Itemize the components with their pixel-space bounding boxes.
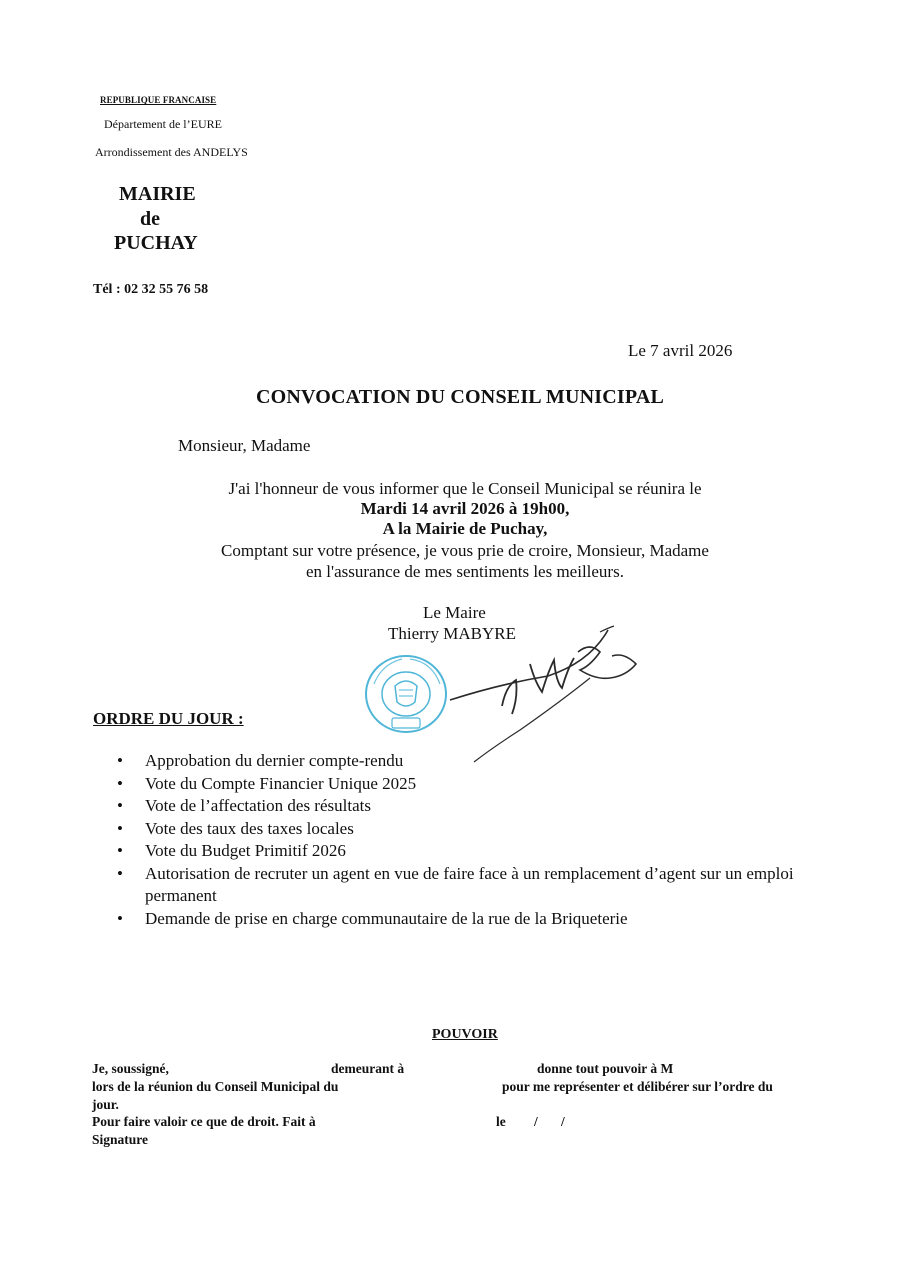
- meeting-place: A la Mairie de Puchay,: [382, 519, 548, 538]
- phone-number: Tél : 02 32 55 76 58: [93, 282, 209, 297]
- agenda-item: • Vote du Budget Primitif 2026: [117, 840, 817, 863]
- pouvoir-pour-faire: Pour faire valoir ce que de droit. Fait à: [92, 1114, 316, 1129]
- mayor-name: Thierry MABYRE: [388, 624, 516, 643]
- agenda-item: • Approbation du dernier compte-rendu: [117, 750, 817, 773]
- pouvoir-le: le: [496, 1114, 506, 1129]
- pouvoir-lors: lors de la réunion du Conseil Municipal du: [92, 1079, 339, 1094]
- republique-label: REPUBLIQUE FRANCAISE: [100, 95, 217, 105]
- pouvoir-je-soussigne: Je, soussigné,: [92, 1061, 169, 1076]
- pouvoir-pour-me: pour me représenter et délibérer sur l’ordre du: [502, 1079, 773, 1094]
- agenda-item: • Vote du Compte Financier Unique 2025: [117, 773, 817, 796]
- pouvoir-donne: donne tout pouvoir à M: [537, 1061, 674, 1076]
- pouvoir-demeurant: demeurant à: [331, 1061, 405, 1076]
- mairie-stamp: [362, 652, 452, 736]
- agenda-item: • Vote des taux des taxes locales: [117, 818, 817, 841]
- mairie-line-3: PUCHAY: [114, 232, 198, 254]
- pouvoir-date-slash-2: /: [561, 1114, 565, 1129]
- pouvoir-signature: Signature: [92, 1132, 149, 1147]
- body-line-4: Comptant sur votre présence, je vous prie de croire, Monsieur, Madame: [221, 541, 709, 560]
- agenda-item: • Autorisation de recruter un agent en vue de faire face à un remplacement d’agent sur un emploi permanent: [117, 863, 817, 908]
- mairie-line-1: MAIRIE: [119, 183, 196, 205]
- pouvoir-heading: POUVOIR: [432, 1027, 498, 1042]
- agenda-item: • Demande de prise en charge communautaire de la rue de la Briqueterie: [117, 908, 817, 931]
- salutation: Monsieur, Madame: [178, 436, 311, 455]
- pouvoir-date-slash-1: /: [534, 1114, 538, 1129]
- letter-date: Le 7 avril 2026: [628, 341, 733, 360]
- agenda-item: • Vote de l’affectation des résultats: [117, 795, 817, 818]
- body-line-1: J'ai l'honneur de vous informer que le Conseil Municipal se réunira le: [228, 479, 702, 498]
- body-line-5: en l'assurance de mes sentiments les meilleurs.: [306, 562, 624, 581]
- arrondissement-label: Arrondissement des ANDELYS: [95, 145, 248, 159]
- agenda-heading: ORDRE DU JOUR :: [93, 709, 244, 728]
- agenda-list: [117, 750, 817, 930]
- page-title: CONVOCATION DU CONSEIL MUNICIPAL: [255, 386, 665, 408]
- mayor-role: Le Maire: [423, 603, 486, 622]
- pouvoir-jour: jour.: [92, 1097, 119, 1112]
- meeting-date: Mardi 14 avril 2026 à 19h00,: [360, 499, 570, 518]
- mairie-line-2: de: [140, 208, 160, 230]
- department-label: Département de l’EURE: [104, 117, 222, 131]
